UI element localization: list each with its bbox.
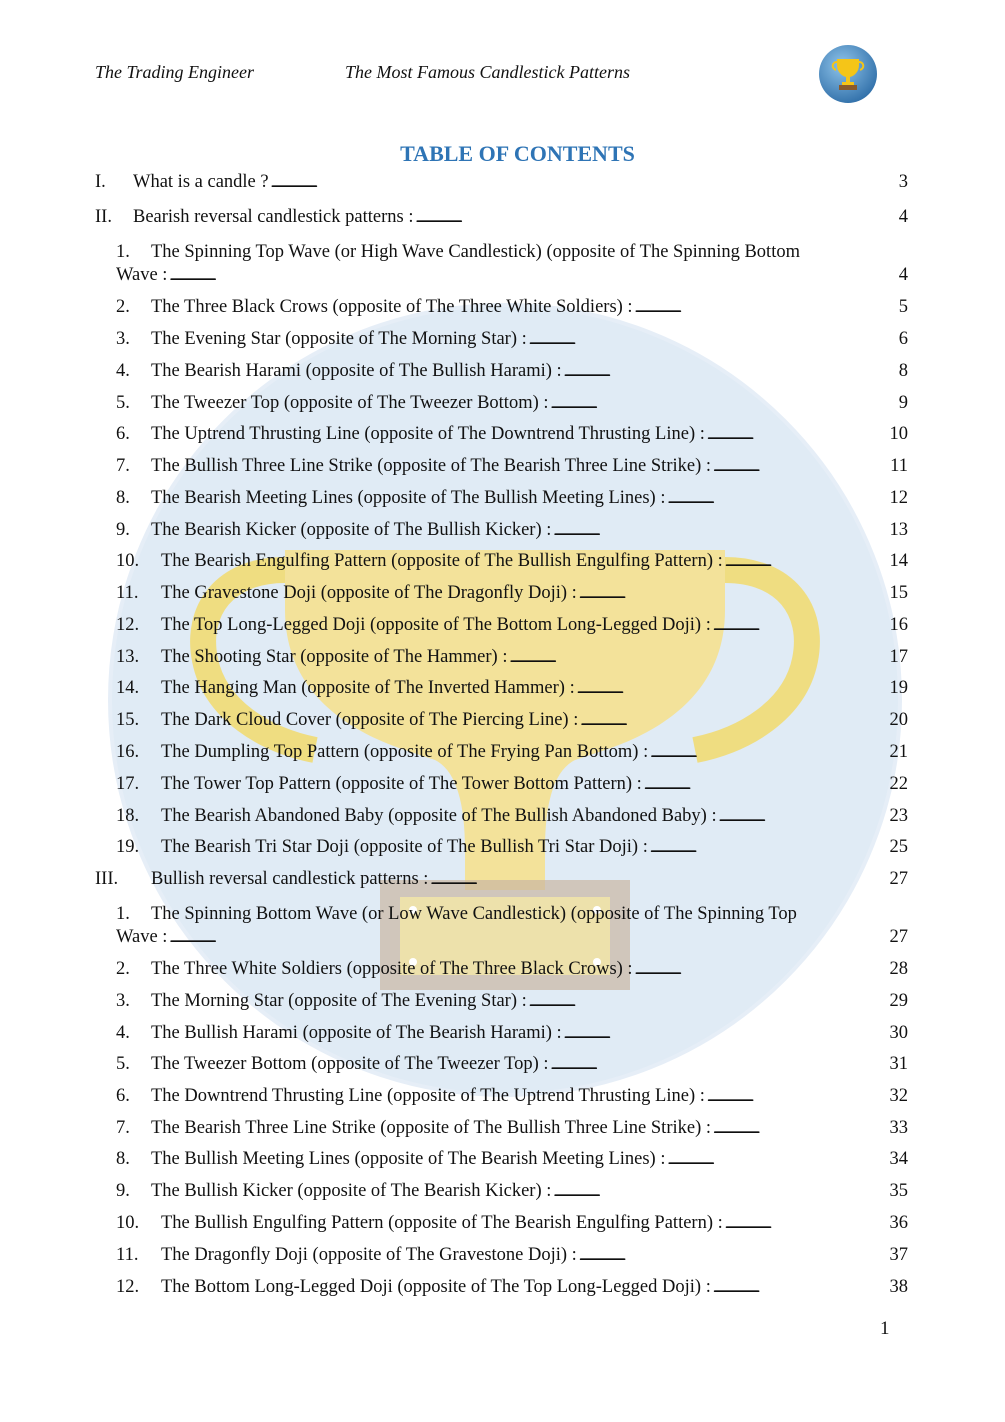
toc-entry-page: 5 (898, 297, 908, 317)
toc-entry-title: The Spinning Top Wave (or High Wave Candlestick) (opposite of The Spinning Bottom (151, 242, 800, 262)
toc-entry-number: 19. (116, 837, 140, 857)
toc-entry-title: The Bullish Engulfing Pattern (opposite of The Bearish Engulfing Pattern) : (161, 1213, 723, 1233)
toc-entry-number: 7. (116, 456, 130, 476)
toc-entry-number: 10. (116, 551, 140, 571)
toc-entry-number: 12. (116, 615, 140, 635)
toc-entry-title: The Downtrend Thrusting Line (opposite of The Uptrend Thrusting Line) : (151, 1086, 705, 1106)
toc-entry-page: 4 (898, 207, 908, 227)
toc-entry-page: 3 (898, 172, 908, 192)
dot-leader (707, 424, 888, 445)
toc-entry-number: 7. (116, 1118, 130, 1138)
toc-entry-title: Bearish reversal candlestick patterns : (133, 207, 414, 227)
dot-leader (271, 172, 897, 193)
toc-entry-title: The Bearish Meeting Lines (opposite of The Bullish Meeting Lines) : (151, 488, 666, 508)
toc-entry-page: 19 (889, 678, 908, 698)
dot-leader (713, 456, 888, 477)
toc-entry-page: 12 (889, 488, 908, 508)
toc-entry-title: The Bearish Three Line Strike (opposite of The Bullish Three Line Strike) : (151, 1118, 712, 1138)
toc-entry-page: 29 (889, 991, 908, 1011)
toc-entry-number: 8. (116, 1149, 130, 1169)
toc-entry-title: The Uptrend Thrusting Line (opposite of The Downtrend Thrusting Line) : (151, 424, 705, 444)
toc-entry-title: The Three Black Crows (opposite of The Three White Soldiers) : (151, 297, 633, 317)
dot-leader (713, 1277, 888, 1298)
toc-entry-number: 5. (116, 1054, 130, 1074)
toc-entry-title: The Bullish Harami (opposite of The Bearish Harami) : (151, 1023, 562, 1043)
dot-leader (430, 869, 887, 890)
dot-leader (725, 1213, 888, 1234)
toc-entry-number: 4. (116, 361, 130, 381)
toc-entry-title: The Bullish Meeting Lines (opposite of The Bearish Meeting Lines) : (151, 1149, 666, 1169)
toc-title: TABLE OF CONTENTS (400, 141, 635, 166)
toc-entry-page: 14 (889, 551, 908, 571)
toc-entry-title: The Bearish Harami (opposite of The Bullish Harami) : (151, 361, 562, 381)
page-number: 1 (880, 1318, 890, 1339)
toc-entry-number: 9. (116, 520, 130, 540)
toc-entry-title: The Bearish Kicker (opposite of The Bullish Kicker) : (151, 520, 552, 540)
toc-entry-number: 1. (116, 242, 130, 262)
toc-entry-title: The Bullish Three Line Strike (opposite of The Bearish Three Line Strike) : (151, 456, 712, 476)
toc-entry-page: 30 (889, 1023, 908, 1043)
toc-entry-page: 23 (889, 806, 908, 826)
toc-entry-title: The Spinning Bottom Wave (or Low Wave Candlestick) (opposite of The Spinning Top (151, 904, 797, 924)
toc-entry-page: 4 (898, 265, 908, 285)
toc-entry-title: Bullish reversal candlestick patterns : (151, 869, 429, 889)
toc-entry-title: What is a candle ? (133, 172, 269, 192)
toc-entry-title: The Tweezer Bottom (opposite of The Tweezer Top) : (151, 1054, 549, 1074)
header-brand: The Trading Engineer (95, 62, 255, 82)
toc-entry-title-continuation: Wave : (116, 927, 168, 947)
toc-entry-title-continuation: Wave : (116, 265, 168, 285)
dot-leader (667, 1149, 887, 1170)
toc-entry-number: 13. (116, 647, 140, 667)
toc-entry-page: 37 (889, 1245, 908, 1265)
dot-leader (169, 927, 887, 948)
dot-leader (529, 991, 888, 1012)
toc-entry-number: 15. (116, 710, 140, 730)
toc-entry-title: The Evening Star (opposite of The Morning Star) : (151, 329, 527, 349)
dot-leader (719, 806, 888, 827)
toc-entry-title: The Morning Star (opposite of The Evening Star) : (151, 991, 527, 1011)
dot-leader (580, 710, 887, 731)
toc-entry-title: The Bearish Engulfing Pattern (opposite of The Bullish Engulfing Pattern) : (161, 551, 723, 571)
dot-leader (707, 1086, 888, 1107)
toc-entry-number: 9. (116, 1181, 130, 1201)
toc-entry-page: 21 (889, 742, 908, 762)
dot-leader (644, 774, 888, 795)
dot-leader (169, 265, 896, 286)
toc-entry-number: 5. (116, 393, 130, 413)
toc-entry-page: 20 (889, 710, 908, 730)
toc-entry-page: 27 (889, 927, 908, 947)
header-document-title: The Most Famous Candlestick Patterns (345, 62, 630, 82)
dot-leader (415, 207, 896, 228)
toc-entry-number: 6. (116, 424, 130, 444)
dot-leader (564, 1023, 888, 1044)
dot-leader (725, 551, 888, 572)
dot-leader (509, 647, 887, 668)
toc-entry-page: 38 (889, 1277, 908, 1297)
toc-entry-page: 9 (898, 393, 908, 413)
toc-entry-number: 17. (116, 774, 140, 794)
toc-entry-page: 28 (889, 959, 908, 979)
toc-entry-title: The Bearish Tri Star Doji (opposite of The Bullish Tri Star Doji) : (161, 837, 648, 857)
toc-entry-number: 10. (116, 1213, 140, 1233)
dot-leader (577, 678, 888, 699)
toc-entry-number: 18. (116, 806, 140, 826)
toc-entry-number: 3. (116, 991, 130, 1011)
toc-entry-title: The Dark Cloud Cover (opposite of The Piercing Line) : (161, 710, 579, 730)
dot-leader (579, 583, 888, 604)
toc-entry-page: 35 (889, 1181, 908, 1201)
page-header (95, 62, 915, 92)
toc-entry-title: The Gravestone Doji (opposite of The Dragonfly Doji) : (161, 583, 577, 603)
toc-entry-number: 4. (116, 1023, 130, 1043)
toc-entry-number: 2. (116, 297, 130, 317)
toc-entry-page: 11 (890, 456, 908, 476)
dot-leader (713, 1118, 887, 1139)
dot-leader (553, 520, 887, 541)
toc-entry-page: 13 (889, 520, 908, 540)
toc-entry-title: The Tweezer Top (opposite of The Tweezer Bottom) : (151, 393, 549, 413)
dot-leader (635, 959, 888, 980)
toc-entry-number: 2. (116, 959, 130, 979)
toc-entry-page: 33 (889, 1118, 908, 1138)
trophy-icon (818, 44, 878, 104)
toc-entry-number: III. (95, 869, 119, 889)
toc-entry-title: The Top Long-Legged Doji (opposite of The Bottom Long-Legged Doji) : (161, 615, 711, 635)
toc-entry-number: 11. (116, 583, 139, 603)
toc-entry-page: 6 (898, 329, 908, 349)
toc-entry-title: The Bearish Abandoned Baby (opposite of The Bullish Abandoned Baby) : (161, 806, 717, 826)
dot-leader (713, 615, 888, 636)
toc-entry-page: 31 (889, 1054, 908, 1074)
toc-entry-title: The Shooting Star (opposite of The Hammer) : (161, 647, 508, 667)
dot-leader (650, 837, 888, 858)
toc-entry-page: 16 (889, 615, 908, 635)
toc-entry-page: 25 (889, 837, 908, 857)
toc-entry-title: The Bullish Kicker (opposite of The Bearish Kicker) : (151, 1181, 552, 1201)
toc-entry-number: 8. (116, 488, 130, 508)
toc-entry-page: 8 (898, 361, 908, 381)
toc-entry-number: I. (95, 172, 106, 192)
dot-leader (553, 1181, 887, 1202)
dot-leader (551, 1054, 888, 1075)
toc-entry-page: 22 (889, 774, 908, 794)
toc-entry-page: 17 (889, 647, 908, 667)
toc-entry-title: The Three White Soldiers (opposite of The Three Black Crows) : (151, 959, 633, 979)
toc-entry-number: 12. (116, 1277, 140, 1297)
dot-leader (635, 297, 897, 318)
dot-leader (529, 329, 897, 350)
toc-entry-page: 15 (889, 583, 908, 603)
toc-entry-title: The Hanging Man (opposite of The Inverted Hammer) : (161, 678, 575, 698)
dot-leader (564, 361, 897, 382)
trophy-watermark-icon (95, 300, 915, 1110)
toc-entry-page: 10 (889, 424, 908, 444)
toc-entry-page: 36 (889, 1213, 908, 1233)
toc-entry-number: 16. (116, 742, 140, 762)
toc-entry-number: 3. (116, 329, 130, 349)
toc-entry-page: 27 (889, 869, 908, 889)
toc-entry-title: The Dumpling Top Pattern (opposite of The Frying Pan Bottom) : (161, 742, 649, 762)
dot-leader (579, 1245, 888, 1266)
toc-entry-title: The Dragonfly Doji (opposite of The Gravestone Doji) : (161, 1245, 577, 1265)
toc-entry-number: 11. (116, 1245, 139, 1265)
toc-entry-number: II. (95, 207, 112, 227)
dot-leader (650, 742, 887, 763)
toc-entry-number: 14. (116, 678, 140, 698)
toc-entry-number: 6. (116, 1086, 130, 1106)
toc-entry-page: 34 (889, 1149, 908, 1169)
dot-leader (551, 393, 897, 414)
toc-entry-title: The Bottom Long-Legged Doji (opposite of The Top Long-Legged Doji) : (161, 1277, 711, 1297)
toc-entry-number: 1. (116, 904, 130, 924)
toc-entry-page: 32 (889, 1086, 908, 1106)
toc-entry-title: The Tower Top Pattern (opposite of The Tower Bottom Pattern) : (161, 774, 642, 794)
dot-leader (667, 488, 887, 509)
